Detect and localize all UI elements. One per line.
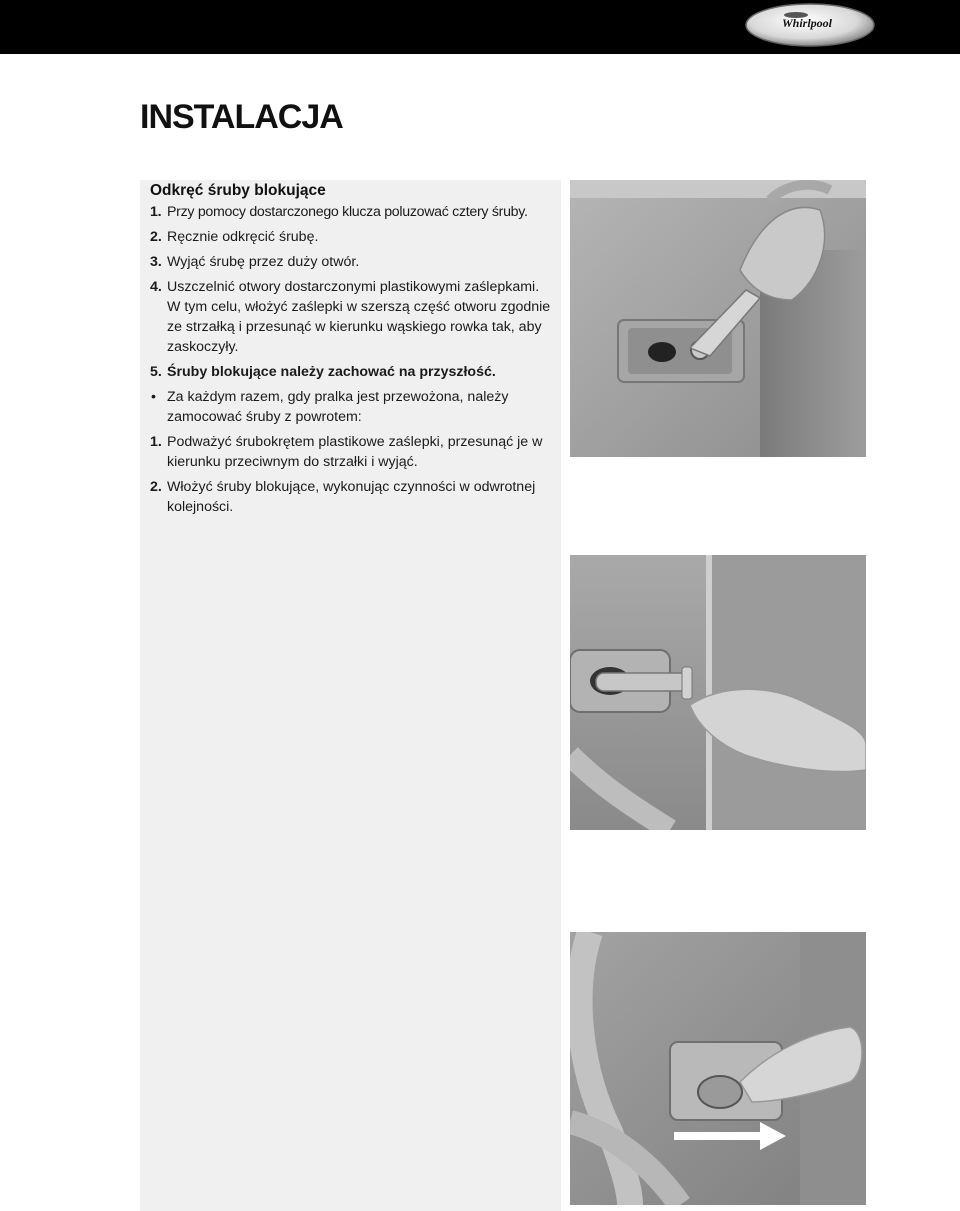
photo-wrench-loosening <box>570 180 866 457</box>
logo-text: Whirlpool <box>782 16 833 30</box>
step-number: 3. <box>150 254 162 270</box>
step-text: Wyjąć śrubę przez duży otwór. <box>167 254 360 270</box>
step-3 <box>150 252 555 272</box>
step-2 <box>150 227 555 247</box>
bullet-text: Za każdym razem, gdy pralka jest przewożona, należy zamocować śruby z powrotem: <box>167 389 509 425</box>
step-5 <box>150 362 555 382</box>
instructions-content <box>150 182 555 522</box>
bullet-note <box>150 387 555 427</box>
step-text: Włożyć śruby blokujące, wykonując czynności w odwrotnej kolejności. <box>167 479 536 515</box>
step-number: 1. <box>150 204 162 220</box>
step-number: 1. <box>150 434 162 450</box>
step-number: 4. <box>150 279 162 295</box>
step-text: Ręcznie odkręcić śrubę. <box>167 229 319 245</box>
step-number: 5. <box>150 364 162 380</box>
step-number: 2. <box>150 479 162 495</box>
step-text: Przy pomocy dostarczonego klucza poluzować cztery śruby. <box>167 204 528 220</box>
step-text: Uszczelnić otwory dostarczonymi plastikowymi zaślepkami. W tym celu, włożyć zaślepki w szerszą część otworu zgodnie ze strzałką i przesunąć w kierunku wąskiego rowka tak, aby zaskoczyły. <box>167 279 551 355</box>
step-1 <box>150 202 555 222</box>
step-text: Podważyć śrubokrętem plastikowe zaślepki, przesunąć je w kierunku przeciwnym do strzałki i wyjąć. <box>167 434 543 470</box>
step-4 <box>150 277 555 357</box>
page-title: INSTALACJA <box>140 98 343 136</box>
bullet-symbol: • <box>151 389 156 405</box>
reinstall-step-2 <box>150 477 555 517</box>
reinstall-step-1 <box>150 432 555 472</box>
step-text: Śruby blokujące należy zachować na przyszłość. <box>167 364 496 380</box>
step-number: 2. <box>150 229 162 245</box>
section-heading: Odkręć śruby blokujące <box>150 182 326 199</box>
photo-inserting-cap <box>570 932 866 1205</box>
whirlpool-logo <box>744 2 876 48</box>
photo-removing-screw <box>570 555 866 830</box>
